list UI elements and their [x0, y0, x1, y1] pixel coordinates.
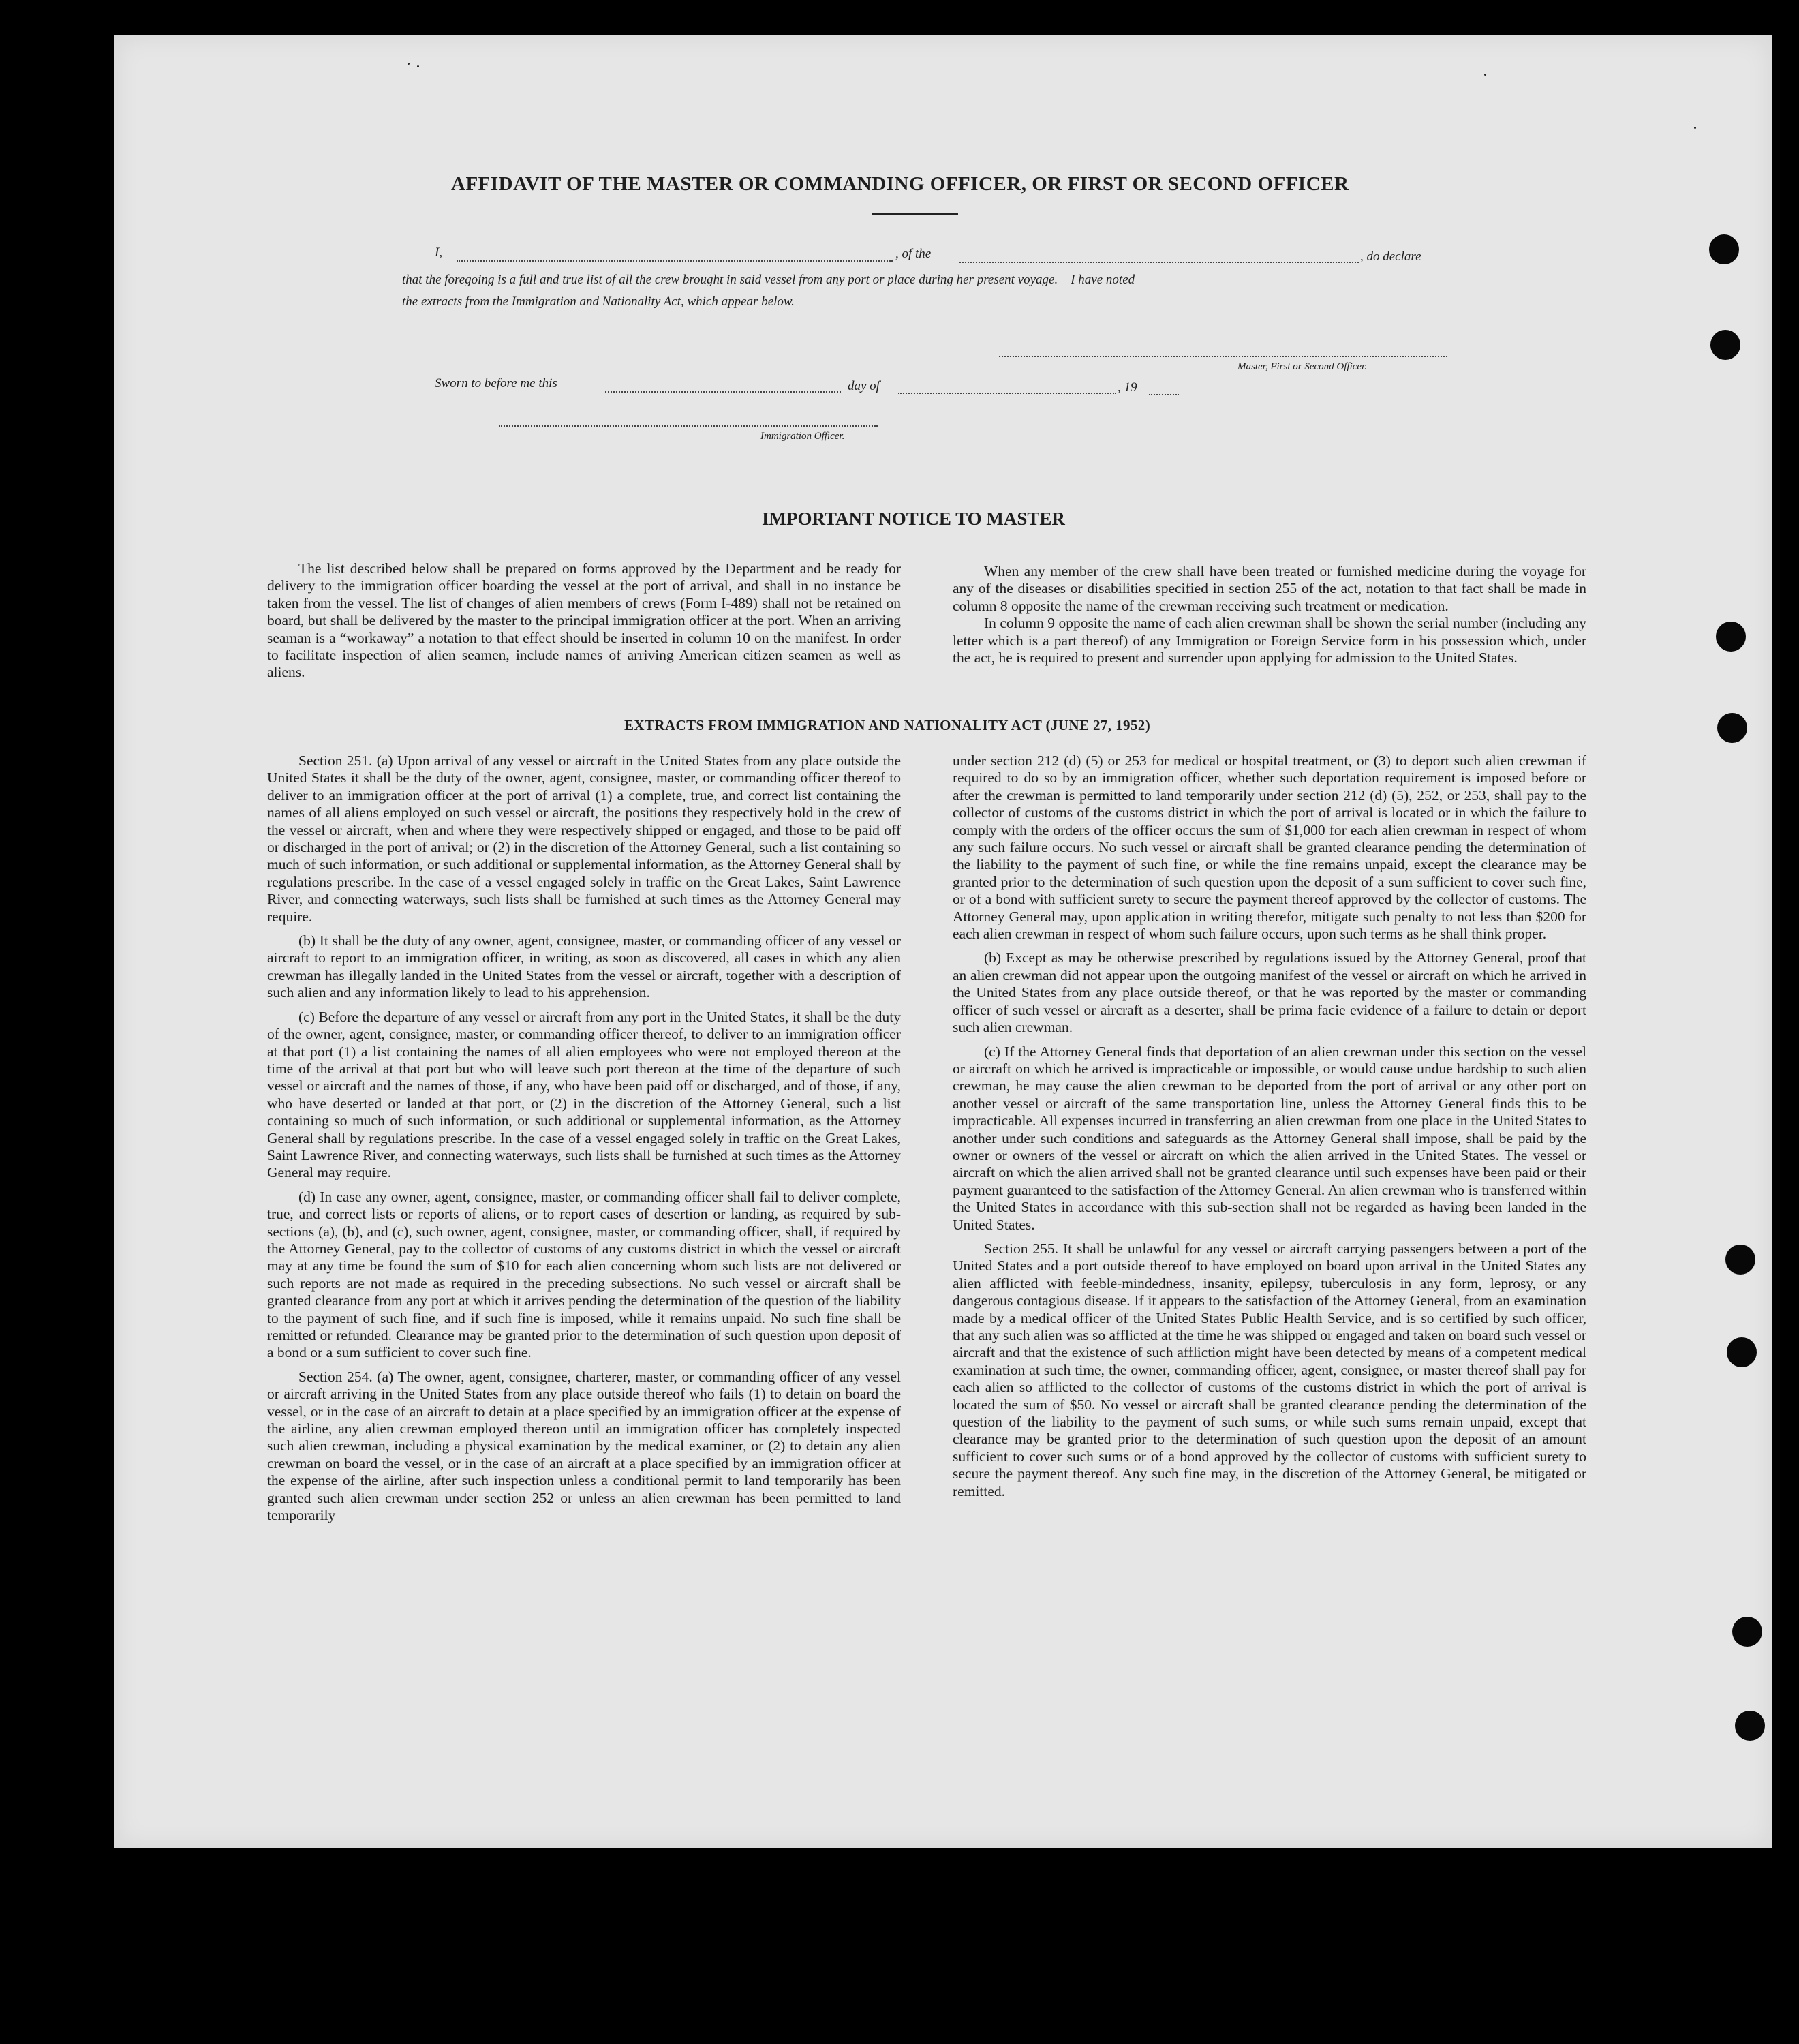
statute-paragraph: (d) In case any owner, agent, consignee, master, or commanding officer shall fail to deliver complete, true, and correct lists or reports of aliens, or to report cases of desertion or landing, as required by sub-sections (a), (b), and (c), such owner, agent, consignee, master, or commanding officer, shall, if required by the Attorney General, pay to the collector of customs of any customs district in which the vessel or aircraft may at any time be found the sum of $10 for each alien concerning whom such lists are not delivered or such reports are not made as required in the preceding subsections. No such vessel or aircraft shall be granted clearance from any port at which it arrives pending the determination of the question of the liability to the payment of such fine, and if such fine is imposed, while it remains unpaid. No such fine shall be remitted or refunded. Clearance may be granted prior to the determination of such question upon deposit of a bond or a sum sufficient to cover such fine.	[267, 1188, 901, 1361]
extracts-title: EXTRACTS FROM IMMIGRATION AND NATIONALITY ACT (JUNE 27, 1952)	[624, 717, 1151, 733]
sworn-label: Sworn to before me this	[435, 376, 557, 391]
binder-hole	[1710, 330, 1740, 360]
of-the-label: , of the	[895, 247, 932, 261]
extracts-left-column	[267, 752, 901, 1531]
statute-paragraph: Section 251. (a) Upon arrival of any vessel or aircraft in the United States from any place outside the United States it shall be the duty of the owner, agent, consignee, master, or commanding officer thereof to deliver to an immigration officer at the port of arrival (1) a complete, true, and correct list containing the names of all aliens employed on such vessel or aircraft, the positions they respectively hold in the crew of the vessel or aircraft, when and where they were respectively shipped or engaged, and those to be paid off or discharged in the port of arrival; or (2) in the discretion of the Attorney General, such a list containing so much of such information, or such additional or supplemental information, as the Attorney General shall by regulations prescribe. In the case of a vessel engaged solely in traffic on the Great Lakes, Saint Lawrence River, and connecting waterways, such lists shall be furnished at such times as the Attorney General may require.	[267, 752, 901, 925]
statute-paragraph: Section 254. (a) The owner, agent, consignee, charterer, master, or commanding officer of any vessel or aircraft arriving in the United States from any place outside thereof who fails (1) to detain on board the vessel, or in the case of an aircraft to detain at a place specified by an immigration officer at the expense of the airline, any alien crewman employed thereon until an immigration officer has completely inspected such alien crewman, including a physical examination by the medical examiner, or (2) to detain any alien crewman on board the vessel, or in the case of an aircraft at a place specified by an immigration officer at the expense of the airline, after such inspection unless a conditional permit to land temporarily has been granted such alien crewman under section 252 or unless an alien crewman has been permitted to land temporarily	[267, 1368, 901, 1524]
declaration-line-3: the extracts from the Immigration and Nationality Act, which appear below.	[402, 294, 795, 309]
notice-left-column	[267, 560, 901, 682]
do-declare-label: , do declare	[1360, 249, 1421, 264]
year-label: , 19	[1118, 380, 1137, 395]
day-of-label: day of	[848, 379, 880, 393]
notice-title: IMPORTANT NOTICE TO MASTER	[762, 508, 1065, 529]
title-rule	[872, 213, 958, 215]
sworn-month-line	[898, 393, 1116, 394]
notice-right-column	[953, 563, 1586, 667]
binder-hole	[1716, 622, 1746, 652]
i-label: I,	[435, 245, 443, 260]
name-line	[457, 260, 893, 262]
scan-speck	[1484, 74, 1486, 76]
vessel-line	[959, 262, 1359, 263]
sworn-year-line	[1149, 394, 1179, 395]
statute-paragraph: under section 212 (d) (5) or 253 for medical or hospital treatment, or (3) to deport such alien crewman if required to do so by an immigration officer, whether such deportation requirement is imposed before or after the crewman is permitted to land temporarily under section 212 (d) (5), 252, or 253, shall pay to the collector of customs of the customs district in which the port of arrival is located or in which the failure to comply with the orders of the officer occurs the sum of $1,000 for each alien crewman in respect of whom any such failure occurs. No such vessel or aircraft shall be granted clearance pending the determination of the liability to the payment of such fine, or while the fine remains unpaid, except the clearance may be granted prior to the determination of such question upon the deposit of a sum sufficient to cover such fine, or of a bond with sufficient surety to secure the payment thereof approved by the collector of customs. The Attorney General may, upon application in writing therefor, mitigate such penalty to not less than $200 for each alien crewman in respect of whom such failure occurs, upon such terms as he shall think proper.	[953, 752, 1586, 943]
notice-paragraph: When any member of the crew shall have been treated or furnished medicine during the voyage for any of the diseases or disabilities specified in section 255 of the act, notation to that fact shall be made in column 8 opposite the name of the crewman receiving such treatment or medication.	[953, 563, 1586, 614]
master-signature-line	[999, 356, 1447, 357]
binder-hole	[1709, 234, 1739, 264]
extracts-right-column	[953, 752, 1586, 1507]
scan-speck	[408, 63, 410, 65]
statute-paragraph: (b) It shall be the duty of any owner, agent, consignee, master, or commanding officer of any vessel or aircraft to report to an immigration officer, in writing, as soon as discovered, all cases in which any alien crewman has illegally landed in the United States from the vessel or aircraft, together with a description of such alien and any information likely to lead to his apprehension.	[267, 932, 901, 1001]
immigration-officer-line	[499, 425, 878, 427]
binder-hole	[1732, 1617, 1762, 1647]
scan-speck	[1694, 127, 1696, 129]
declaration-line-2: that the foregoing is a full and true list of all the crew brought in said vessel from any port or place during her present voyage. I have noted	[402, 273, 1135, 287]
statute-paragraph: Section 255. It shall be unlawful for any vessel or aircraft carrying passengers between a port of the United States and a port outside thereof to have employed on board upon arrival in the United States any alien afflicted with feeble-mindedness, insanity, epilepsy, tuberculosis in any form, leprosy, or any dangerous contagious disease. If it appears to the satisfaction of the Attorney General, from an examination made by a medical officer of the United States Public Health Service, and is so certified by such officer, that any such alien was so afflicted at the time he was shipped or engaged and taken on board such vessel or aircraft and that the existence of such affliction might have been detected by means of a competent medical examination at such time, the owner, commanding officer, agent, consignee, or master thereof shall pay for each alien so afflicted to the collector of customs of the customs district in which the port of arrival is located the sum of $50. No vessel or aircraft shall be granted clearance pending the determination of the question of the liability to the payment of such sums, or while such sums remain unpaid, except that clearance may be granted prior to the determination of such question upon the deposit of an amount sufficient to cover such sums or of a bond approved by the collector of customs with sufficient surety to secure the payment thereof. Any such fine may, in the discretion of the Attorney General, be mitigated or remitted.	[953, 1240, 1586, 1499]
immigration-officer-caption: Immigration Officer.	[760, 431, 845, 442]
statute-paragraph: (b) Except as may be otherwise prescribed by regulations issued by the Attorney General, proof that an alien crewman did not appear upon the outgoing manifest of the vessel or aircraft on which he arrived in the United States from any place outside thereof, or that he was reported by the master or commanding officer of such vessel or aircraft as a deserter, shall be prima facie evidence of a failure to detain or deport such alien crewman.	[953, 949, 1586, 1036]
sworn-day-line	[605, 391, 841, 393]
statute-paragraph: (c) Before the departure of any vessel or aircraft from any port in the United States, it shall be the duty of the owner, agent, consignee, master, or commanding officer thereof, to deliver to an immigration officer at that port (1) a list containing the names of all alien employees who were not employed thereon at the time of the arrival at that port but who will leave such port thereon at the time of the departure of such vessel or aircraft and the names of those, if any, who have been paid off or discharged, and of those, if any, who have deserted or landed at that port, or (2) in the discretion of the Attorney General, such a list containing so much of such information, or such additional or supplemental information, as the Attorney General shall by regulations prescribe. In the case of a vessel engaged solely in traffic on the Great Lakes, Saint Lawrence River, and connecting waterways, such lists shall be furnished at such times as the Attorney General may require.	[267, 1008, 901, 1181]
binder-hole	[1735, 1711, 1765, 1741]
master-caption: Master, First or Second Officer.	[1237, 361, 1367, 372]
binder-hole	[1725, 1245, 1755, 1275]
binder-hole	[1727, 1337, 1757, 1367]
scan-speck	[417, 65, 419, 67]
binder-hole	[1717, 713, 1747, 743]
notice-paragraph: The list described below shall be prepared on forms approved by the Department and be ready for delivery to the immigration officer boarding the vessel at the port of arrival, and shall in no instance be taken from the vessel. The list of changes of alien members of crews (Form I-489) shall not be retained on board, but shall be delivered by the master to the principal immigration officer at the port. When an arriving seaman is a “workaway” a notation to that effect should be inserted in column 10 on the manifest. In order to facilitate inspection of alien seamen, include names of arriving American citizen seamen as well as aliens.	[267, 560, 901, 681]
notice-paragraph: In column 9 opposite the name of each alien crewman shall be shown the serial number (including any letter which is a part thereof) of any Immigration or Foreign Service form in his possession which, under the act, he is required to present and surrender upon applying for admission to the United States.	[953, 615, 1586, 667]
statute-paragraph: (c) If the Attorney General finds that deportation of an alien crewman under this section on the vessel or aircraft on which he arrived is impracticable or impossible, or would cause undue hardship to such alien crewman, he may cause the alien crewman to be deported from the port of arrival or any other port on another vessel or aircraft of the same transportation line, unless the Attorney General finds this to be impracticable. All expenses incurred in transferring an alien crewman from one place in the United States to another under such conditions and safeguards as the Attorney General shall impose, shall be paid by the owner or owners of the vessel or aircraft on which the alien arrived in the United States. The vessel or aircraft on which the alien arrived shall not be granted clearance until such expenses have been paid or their payment guaranteed to the satisfaction of the Attorney General. An alien crewman who is transferred within the United States in accordance with this sub-section shall not be regarded as having been landed in the United States.	[953, 1043, 1586, 1233]
affidavit-title: AFFIDAVIT OF THE MASTER OR COMMANDING OFFICER, OR FIRST OR SECOND OFFICER	[451, 173, 1349, 195]
